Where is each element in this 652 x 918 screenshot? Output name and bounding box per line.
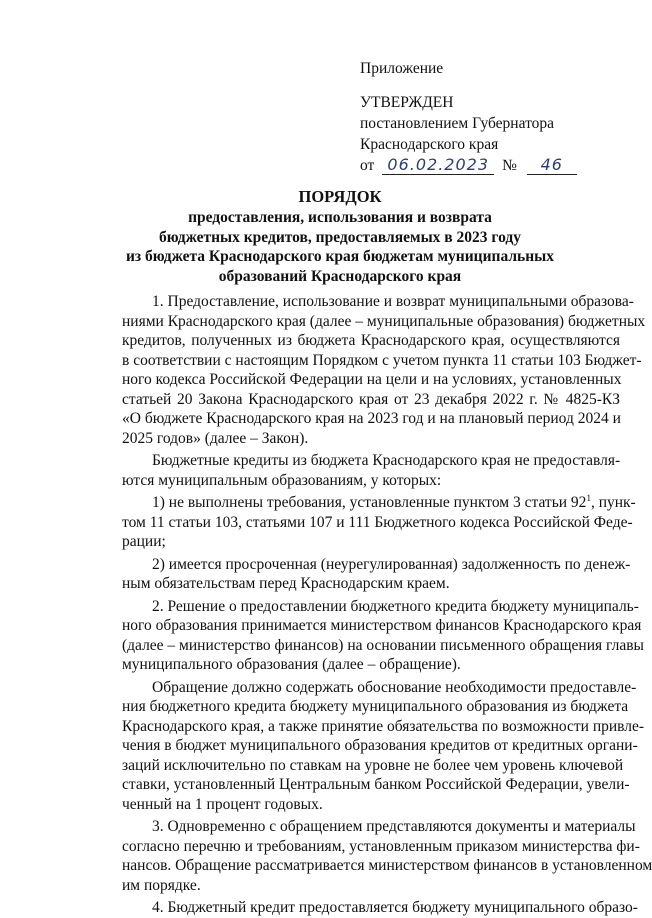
title-line: предоставления, использования и возврата <box>188 209 492 226</box>
text-line: «О бюджете Краснодарского края на 2023 год и на плановый период 2024 и <box>122 410 621 427</box>
text-line: 2) имеется просроченная (неурегулированная) задолженность по денеж- <box>152 555 631 573</box>
text-line: статьей 20 Закона Краснодарского края от 23 декабря 2022 г. № 4825-КЗ <box>122 390 620 408</box>
date-prefix: от <box>360 157 375 174</box>
handwritten-number: 46 <box>527 156 577 175</box>
text-line: Бюджетные кредиты из бюджета Краснодарского края не предоставля- <box>152 452 621 469</box>
approved-by-line-1: постановлением Губернатора <box>360 115 555 132</box>
text-line: кредитов, полученных из бюджета Краснодарского края, осуществляются <box>122 332 620 349</box>
text-line: ного кодекса Российской Федерации на цели и на условиях, установленных <box>122 371 622 388</box>
approved-label: УТВЕРЖДЕН <box>360 94 454 111</box>
superscript: 1 <box>586 492 591 503</box>
title-heading: ПОРЯДОК <box>298 187 382 206</box>
title-line: из бюджета Краснодарского края бюджетам муниципальных <box>125 248 555 265</box>
text-line: ниями Краснодарского края (далее – муниципальные образования) бюджетных <box>122 312 646 330</box>
text-line: Обращение должно содержать обоснование необходимости предоставле- <box>152 678 637 696</box>
text-line: ченный на 1 процент годовых. <box>122 795 323 813</box>
text-fragment: , пунк- <box>590 494 636 511</box>
text-line: рации; <box>122 533 166 550</box>
text-line: ния бюджетного кредита бюджету муниципального образования из бюджета <box>122 698 629 715</box>
paragraph-1 <box>122 292 646 448</box>
text-line: 4. Бюджетный кредит предоставляется бюджету муниципального образо- <box>152 899 638 916</box>
paragraph-8 <box>122 898 638 918</box>
paragraph-4 <box>122 555 631 594</box>
text-line: ным обязательствам перед Краснодарским краем. <box>122 575 450 592</box>
number-prefix: № <box>502 157 517 174</box>
text-line: ставки, установленный Центральным банком Российской Федерации, увели- <box>122 776 630 793</box>
text-line: чения в бюджет муниципального образования кредитов от кредитных органи- <box>122 737 638 754</box>
date-number-line <box>360 155 577 176</box>
text-line: 2025 годов» (далее – Закон). <box>122 429 309 447</box>
paragraph-7 <box>122 817 652 895</box>
document-body <box>122 292 652 918</box>
document-title <box>60 186 620 286</box>
approval-block <box>360 58 577 176</box>
text-line: им порядке. <box>122 876 201 894</box>
paragraph-3 <box>122 492 636 552</box>
text-line: ного образования принимается министерством финансов Краснодарского края <box>122 617 642 634</box>
text-line: нансов. Обращение рассматривается министерством финансов в установленном <box>122 857 652 874</box>
paragraph-5 <box>122 597 644 675</box>
paragraph-6 <box>122 678 645 815</box>
text-line: согласно перечню и требованиям, установленным приказом министерства фи- <box>122 837 640 855</box>
text-line: заций исключительно по ставкам на уровне не более чем уровень ключевой <box>122 756 624 774</box>
text-line: (далее – министерство финансов) на основании письменного обращения главы <box>122 636 644 654</box>
paragraph-2 <box>122 451 620 490</box>
text-line: Краснодарского края, а также принятие обязательства по возможности привле- <box>122 717 645 735</box>
text-line-with-superscript <box>122 492 636 513</box>
approved-by-line-2: Краснодарского края <box>360 136 499 153</box>
title-line: образований Краснодарского края <box>218 267 462 285</box>
title-line: бюджетных кредитов, предоставляемых в 2023 году <box>159 228 521 246</box>
text-line: ются муниципальным образованиям, у которых: <box>122 471 442 489</box>
text-line: том 11 статьи 103, статьями 107 и 111 Бюджетного кодекса Российской Феде- <box>122 513 633 531</box>
text-fragment: 1) не выполнены требования, установленные пунктом 3 статьи 92 <box>152 494 587 511</box>
text-line: 2. Решение о предоставлении бюджетного кредита бюджету муниципаль- <box>152 597 639 615</box>
text-line: в соответствии с настоящим Порядком с учетом пункта 11 статьи 103 Бюджет- <box>122 351 642 369</box>
appendix-label: Приложение <box>360 60 444 77</box>
text-line: муниципального образования (далее – обращение). <box>122 656 461 673</box>
handwritten-date: 06.02.2023 <box>382 156 494 175</box>
text-line: 3. Одновременно с обращением представляются документы и материалы <box>152 818 636 835</box>
text-line: 1. Предоставление, использование и возврат муниципальными образова- <box>152 293 634 310</box>
